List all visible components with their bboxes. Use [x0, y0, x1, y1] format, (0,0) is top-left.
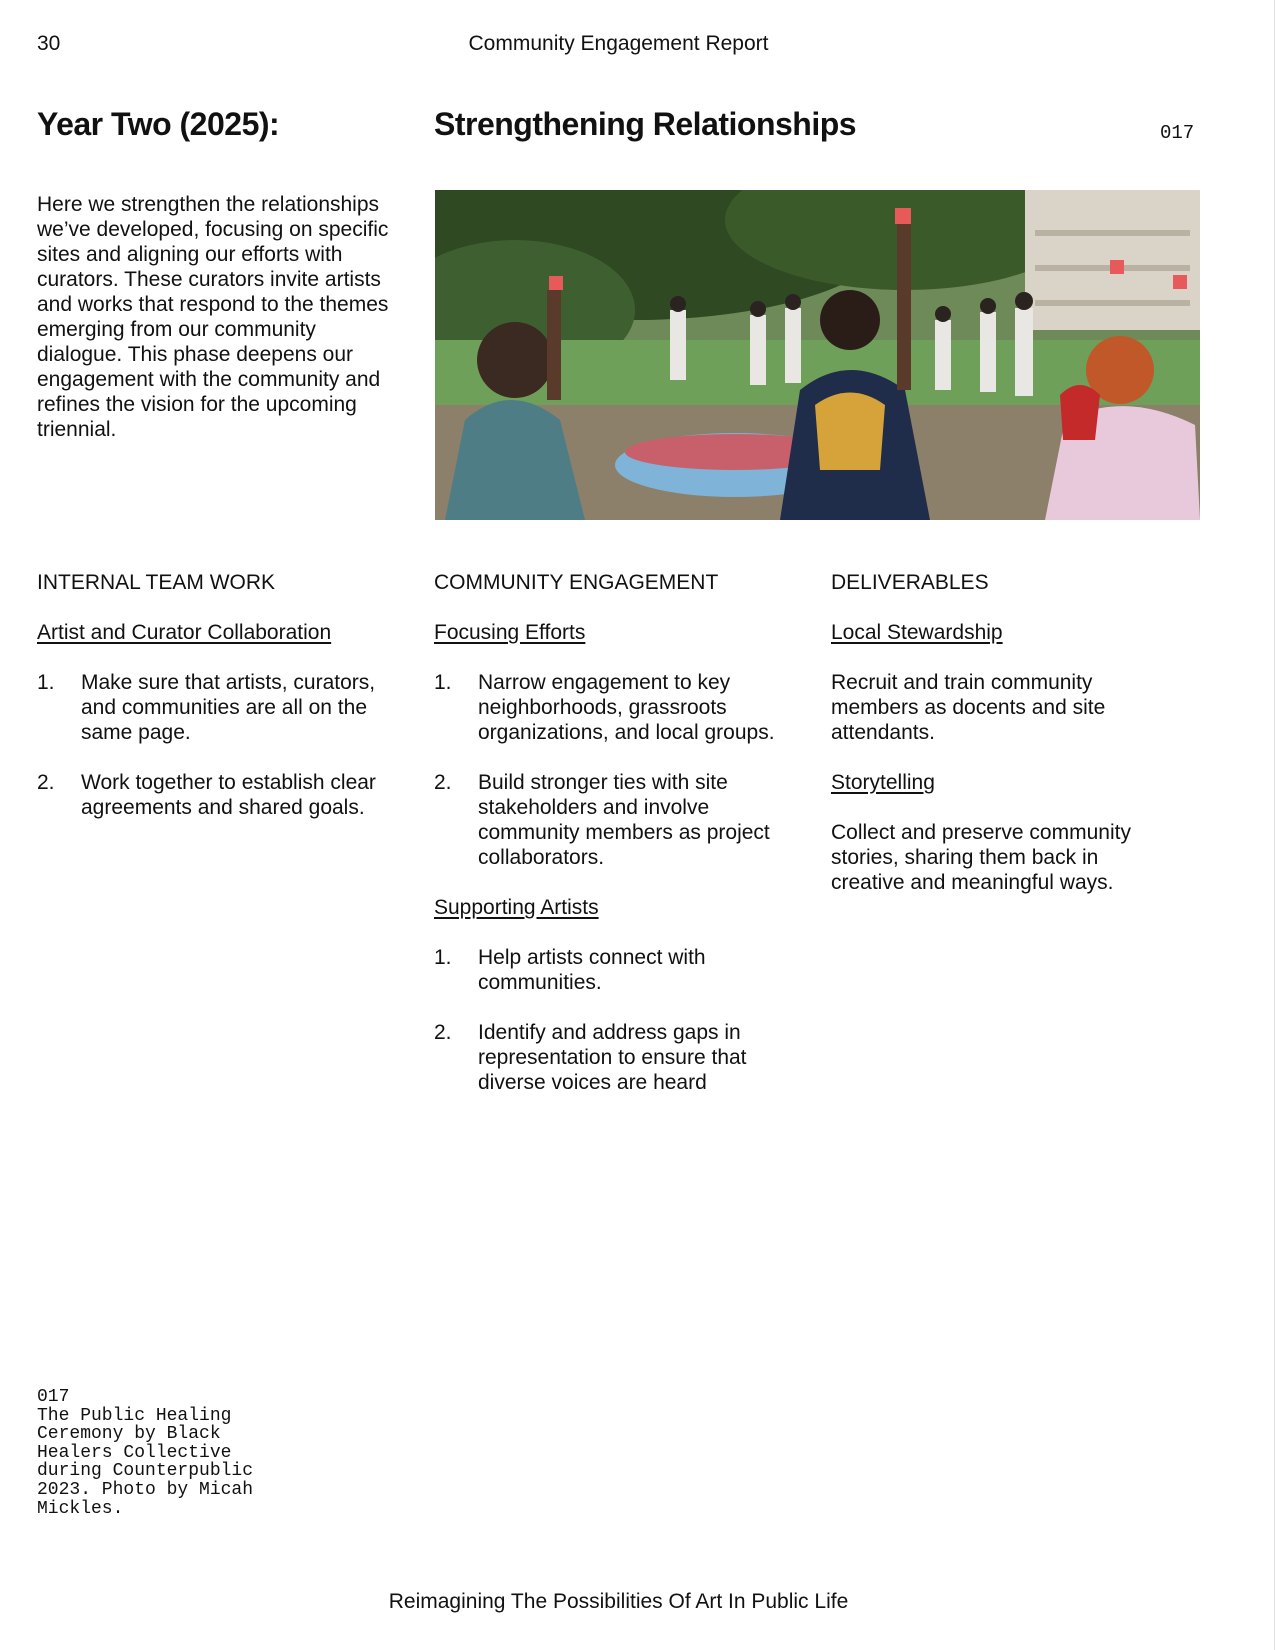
- intro-paragraph: Here we strengthen the relationships we’ve developed, focusing on specific sites and aligning our efforts with curators. These curators invite artists and works that respond to the themes emerging from our community dialogue. This phase deepens our engagement with the community and refines the vision for the upcoming triennial.: [37, 193, 389, 441]
- column-community-engagement: [434, 570, 804, 1120]
- ceremony-photo-illustration: [435, 190, 1200, 520]
- list-number: 2.: [434, 771, 452, 794]
- list-text: Work together to establish clear agreements and shared goals.: [81, 771, 376, 819]
- list-item: [37, 770, 407, 820]
- list-item: [434, 770, 804, 870]
- list-item: [434, 945, 804, 995]
- list-number: 2.: [434, 1021, 452, 1044]
- caption-number: 017: [37, 1387, 70, 1407]
- subheading-artist-curator-collaboration: Artist and Curator Collaboration: [37, 621, 332, 644]
- section-title-year: Year Two (2025):: [37, 106, 280, 142]
- list-number: 1.: [434, 946, 452, 969]
- column-heading: INTERNAL TEAM WORK: [37, 571, 276, 594]
- column-heading: COMMUNITY ENGAGEMENT: [434, 571, 719, 594]
- column-heading: DELIVERABLES: [831, 571, 989, 594]
- column-internal-team-work: [37, 570, 407, 845]
- subheading-focusing-efforts: Focusing Efforts: [434, 621, 586, 644]
- list-text: Make sure that artists, curators, and communities are all on the same page.: [81, 671, 376, 744]
- focusing-efforts-list: [434, 670, 804, 870]
- list-text: Identify and address gaps in representation to ensure that diverse voices are heard: [478, 1021, 747, 1094]
- subheading-local-stewardship: Local Stewardship: [831, 621, 1003, 644]
- photo-caption: [37, 1388, 257, 1518]
- list-number: 1.: [434, 671, 452, 694]
- list-item: [434, 1020, 804, 1095]
- list-text: Narrow engagement to key neighborhoods, grassroots organizations, and local groups.: [478, 671, 775, 744]
- section-title-theme: Strengthening Relationships: [434, 106, 857, 142]
- list-item: [37, 670, 407, 745]
- subheading-storytelling: Storytelling: [831, 771, 935, 794]
- caption-text: The Public Healing Ceremony by Black Healers Collective during Counterpublic 2023. Photo by Micah Mickles.: [37, 1405, 254, 1519]
- supporting-artists-list: [434, 945, 804, 1095]
- storytelling-text: Collect and preserve community stories, sharing them back in creative and meaningful ways.: [831, 821, 1131, 894]
- page-number: 30: [37, 32, 61, 55]
- list-item: [434, 670, 804, 745]
- ceremony-photo: [435, 190, 1200, 520]
- subheading-supporting-artists: Supporting Artists: [434, 896, 599, 919]
- running-title: Community Engagement Report: [468, 32, 769, 55]
- list-number: 2.: [37, 771, 55, 794]
- collaboration-list: [37, 670, 407, 820]
- list-number: 1.: [37, 671, 55, 694]
- figure-number: 017: [1160, 122, 1195, 144]
- list-text: Build stronger ties with site stakeholders and involve community members as project collaborators.: [478, 771, 770, 869]
- page-footer: Reimagining The Possibilities Of Art In Public Life: [388, 1590, 849, 1613]
- list-text: Help artists connect with communities.: [478, 946, 706, 994]
- column-deliverables: [831, 570, 1161, 920]
- local-stewardship-text: Recruit and train community members as docents and site attendants.: [831, 671, 1106, 744]
